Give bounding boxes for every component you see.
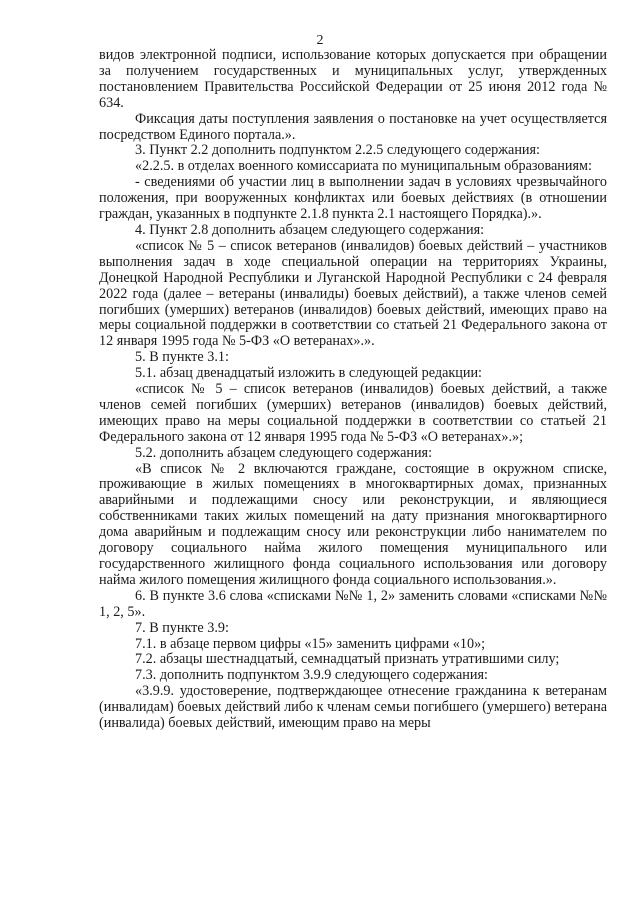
paragraph: «список № 5 – список ветеранов (инвалидов) боевых действий – участников выполнения задач в ходе специальной операции на территориях Украины, Донецкой Народной Республики и Луганской Народной Республики с 24 февраля 2022 года (далее – ветераны (инвалиды) боевых действий), а также членов семей погибших (умерших) ветеранов (инвалидов) боевых действий, имеющих право на меры социальной поддержки в соответствии со статьей 21 Федерального закона от 12 января 1995 года № 5-ФЗ «О ветеранах».». — [99, 237, 607, 350]
paragraph: 3. Пункт 2.2 дополнить подпунктом 2.2.5 следующего содержания: — [135, 142, 540, 159]
paragraph: 7.3. дополнить подпунктом 3.9.9 следующего содержания: — [135, 667, 488, 684]
paragraph: «2.2.5. в отделах военного комиссариата по муниципальным образованиям: — [135, 158, 592, 175]
paragraph: «3.9.9. удостоверение, подтверждающее отнесение гражданина к ветеранам (инвалидам) боевых действий либо к членам семьи погибшего (умершего) ветерана (инвалида) боевых действий, имеющим право на меры — [99, 683, 607, 732]
paragraph: 7. В пункте 3.9: — [135, 619, 229, 636]
paragraph: - сведениями об участии лиц в выполнении задач в условиях чрезвычайного положения, при вооруженных конфликтах или боевых действиях (в отношении граждан, указанных в подпункте 2.1.8 пункта 2.1 настоящего Порядка).». — [99, 174, 607, 223]
paragraph: 5.1. абзац двенадцатый изложить в следующей редакции: — [135, 365, 482, 382]
paragraph: 7.1. в абзаце первом цифры «15» заменить цифрами «10»; — [135, 635, 486, 652]
document-body — [99, 48, 607, 732]
page-number: 2 — [316, 33, 324, 48]
paragraph: Фиксация даты поступления заявления о постановке на учет осуществляется посредством Единого портала.». — [99, 110, 607, 143]
paragraph: видов электронной подписи, использование которых допускается при обращении за получением государственных и муниципальных услуг, утвержденных постановлением Правительства Российской Федерации от 25 июня 2012 года № 634. — [99, 47, 607, 111]
paragraph: «список № 5 – список ветеранов (инвалидов) боевых действий, а также членов семей погибших (умерших) ветеранов (инвалидов) боевых действий, имеющих право на меры социальной поддержки в соответствии со статьей 21 Федерального закона от 12 января 1995 года № 5-ФЗ «О ветеранах».»; — [99, 381, 607, 445]
paragraph: «В список № 2 включаются граждане, состоящие в окружном списке, проживающие в жилых помещениях в многоквартирных домах, признанных аварийными и подлежащими сносу или реконструкции, и являющиеся собственниками таких жилых помещений на дату признания многоквартирного дома аварийным и подлежащим сносу или реконструкции либо нанимателем по договору социального найма жилого помещения муниципального или государственного жилищного фонда социального использования или договору найма жилого помещения жилищного фонда социального использования.». — [99, 460, 607, 588]
paragraph: 5.2. дополнить абзацем следующего содержания: — [135, 444, 433, 461]
paragraph: 4. Пункт 2.8 дополнить абзацем следующего содержания: — [135, 221, 485, 238]
paragraph: 7.2. абзацы шестнадцатый, семнадцатый признать утратившими силу; — [135, 651, 560, 668]
paragraph: 6. В пункте 3.6 слова «списками №№ 1, 2» заменить словами «списками №№ 1, 2, 5». — [99, 587, 607, 620]
paragraph: 5. В пункте 3.1: — [135, 349, 229, 366]
